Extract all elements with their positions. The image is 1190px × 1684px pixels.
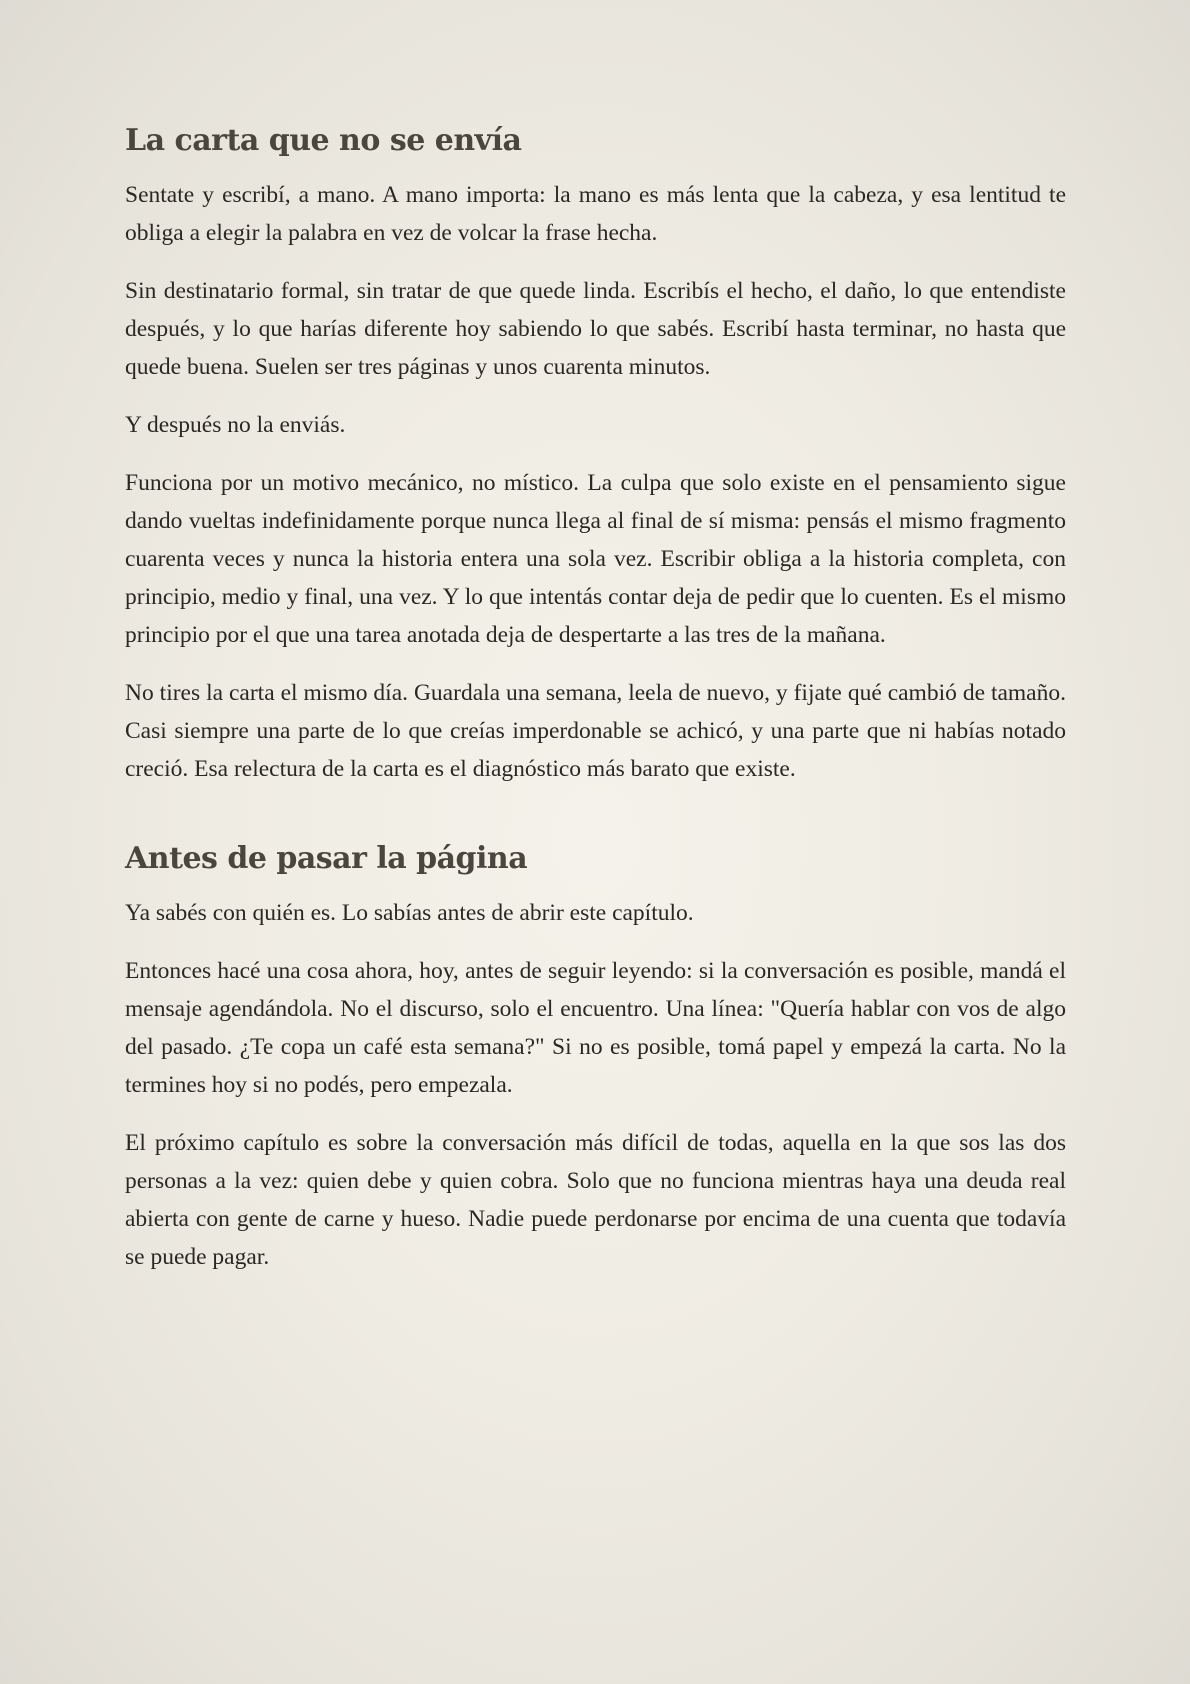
paragraph: Sin destinatario formal, sin tratar de que quede linda. Escribís el hecho, el daño, lo que entendiste después, y lo que harías diferente hoy sabiendo lo que sabés. Escribí hasta terminar, no hasta que quede buena. Suelen ser tres páginas y unos cuarenta minutos. (125, 278, 1066, 380)
paragraph: Entonces hacé una cosa ahora, hoy, antes de seguir leyendo: si la conversación es posible, mandá el mensaje agendándola. No el discurso, solo el encuentro. Una línea: "Quería hablar con vos de algo del pasado. ¿Te copa un café esta semana?" Si no es posible, tomá papel y empezá la carta. No la termines hoy si no podés, pero empezala. (125, 958, 1066, 1098)
paragraph: Sentate y escribí, a mano. A mano importa: la mano es más lenta que la cabeza, y esa lentitud te obliga a elegir la palabra en vez de volcar la frase hecha. (125, 182, 1066, 246)
paragraph: No tires la carta el mismo día. Guardala una semana, leela de nuevo, y fijate qué cambió de tamaño. Casi siempre una parte de lo que creías imperdonable se achicó, y una parte que ni habías notado creció. Esa relectura de la carta es el diagnóstico más barato que existe. (125, 680, 1066, 782)
section-heading-carta: La carta que no se envía (125, 123, 522, 158)
section-heading-antes: Antes de pasar la página (125, 841, 528, 876)
paragraph: Y después no la enviás. (125, 412, 346, 438)
paragraph: Ya sabés con quién es. Lo sabías antes de abrir este capítulo. (125, 900, 694, 926)
paragraph: Funciona por un motivo mecánico, no místico. La culpa que solo existe en el pensamiento sigue dando vueltas indefinidamente porque nunca llega al final de sí misma: pensás el mismo fragmento cuarenta veces y nunca la historia entera una sola vez. Escribir obliga a la historia completa, con principio, medio y final, una vez. Y lo que intentás contar deja de pedir que lo cuenten. Es el mismo principio por el que una tarea anotada deja de despertarte a las tres de la mañana. (125, 470, 1066, 648)
paragraph: El próximo capítulo es sobre la conversación más difícil de todas, aquella en la que sos las dos personas a la vez: quien debe y quien cobra. Solo que no funciona mientras haya una deuda real abierta con gente de carne y hueso. Nadie puede perdonarse por encima de una cuenta que todavía se puede pagar. (125, 1130, 1066, 1270)
